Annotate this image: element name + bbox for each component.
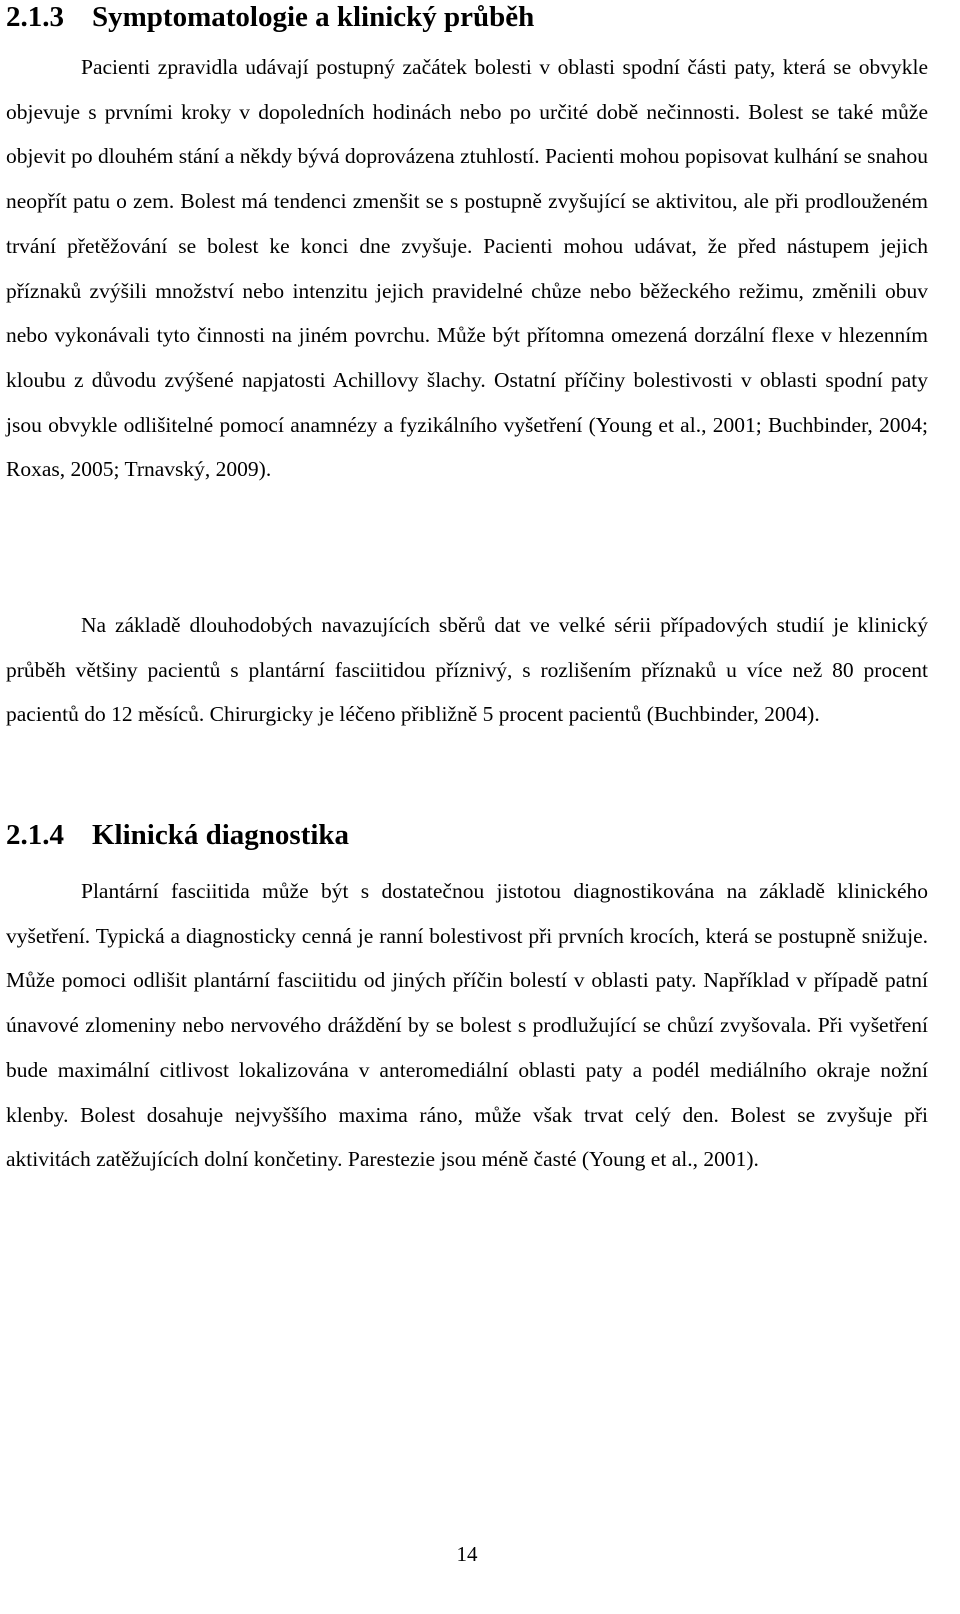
section-number: 2.1.4 — [6, 819, 64, 851]
section-heading-symptomatology — [6, 0, 534, 34]
section-title: Klinická diagnostika — [92, 819, 350, 851]
section-number: 2.1.3 — [6, 1, 64, 33]
section-heading-diagnostics — [6, 818, 349, 852]
paragraph-clinical-course: Na základě dlouhodobých navazujících sběrů dat ve velké sérii případových studií je klinický průběh většiny pacientů s plantární fasciitidou příznivý, s rozlišením příznaků u více než 80 procent pacientů do 12 měsíců. Chirurgicky je léčeno přibližně 5 procent pacientů (Buchbinder, 2004). — [6, 613, 928, 727]
page-number: 14 — [456, 1542, 478, 1566]
paragraph-diagnostics: Plantární fasciitida může být s dostatečnou jistotou diagnostikována na základě klinického vyšetření. Typická a diagnosticky cenná je ranní bolestivost při prvních krocích, která se postupně snižuje. Může pomoci odlišit plantární fasciitidu od jiných příčin bolestí v oblasti paty. Například v případě patní únavové zlomeniny nebo nervového dráždění by se bolest s prodlužující se chůzí zvyšovala. Při vyšetření bude maximální citlivost lokalizována v anteromediální oblasti paty a podél mediálního okraje nožní klenby. Bolest dosahuje nejvyššího maxima ráno, může však trvat celý den. Bolest se zvyšuje při aktivitách zatěžujících dolní končetiny. Parestezie jsou méně časté (Young et al., 2001). — [6, 879, 928, 1172]
paragraph-symptoms: Pacienti zpravidla udávají postupný začátek bolesti v oblasti spodní části paty, která se obvykle objevuje s prvními kroky v dopoledních hodinách nebo po určité době nečinnosti. Bolest se také může objevit po dlouhém stání a někdy bývá doprovázena ztuhlostí. Pacienti mohou popisovat kulhání se snahou neopřít patu o zem. Bolest má tendenci zmenšit se s postupně zvyšující se aktivitou, ale při prodlouženém trvání přetěžování se bolest ke konci dne zvyšuje. Pacienti mohou udávat, že před nástupem jejich příznaků zvýšili množství nebo intenzitu jejich pravidelné chůze nebo běžeckého režimu, změnili obuv nebo vykonávali tyto činnosti na jiném povrchu. Může být přítomna omezená dorzální flexe v hlezenním kloubu z důvodu zvýšené napjatosti Achillovy šlachy. Ostatní příčiny bolestivosti v oblasti spodní paty jsou obvykle odlišitelné pomocí anamnézy a fyzikálního vyšetření (Young et al., 2001; Buchbinder, 2004; Roxas, 2005; Trnavský, 2009). — [6, 55, 928, 482]
section-title: Symptomatologie a klinický průběh — [92, 1, 535, 33]
